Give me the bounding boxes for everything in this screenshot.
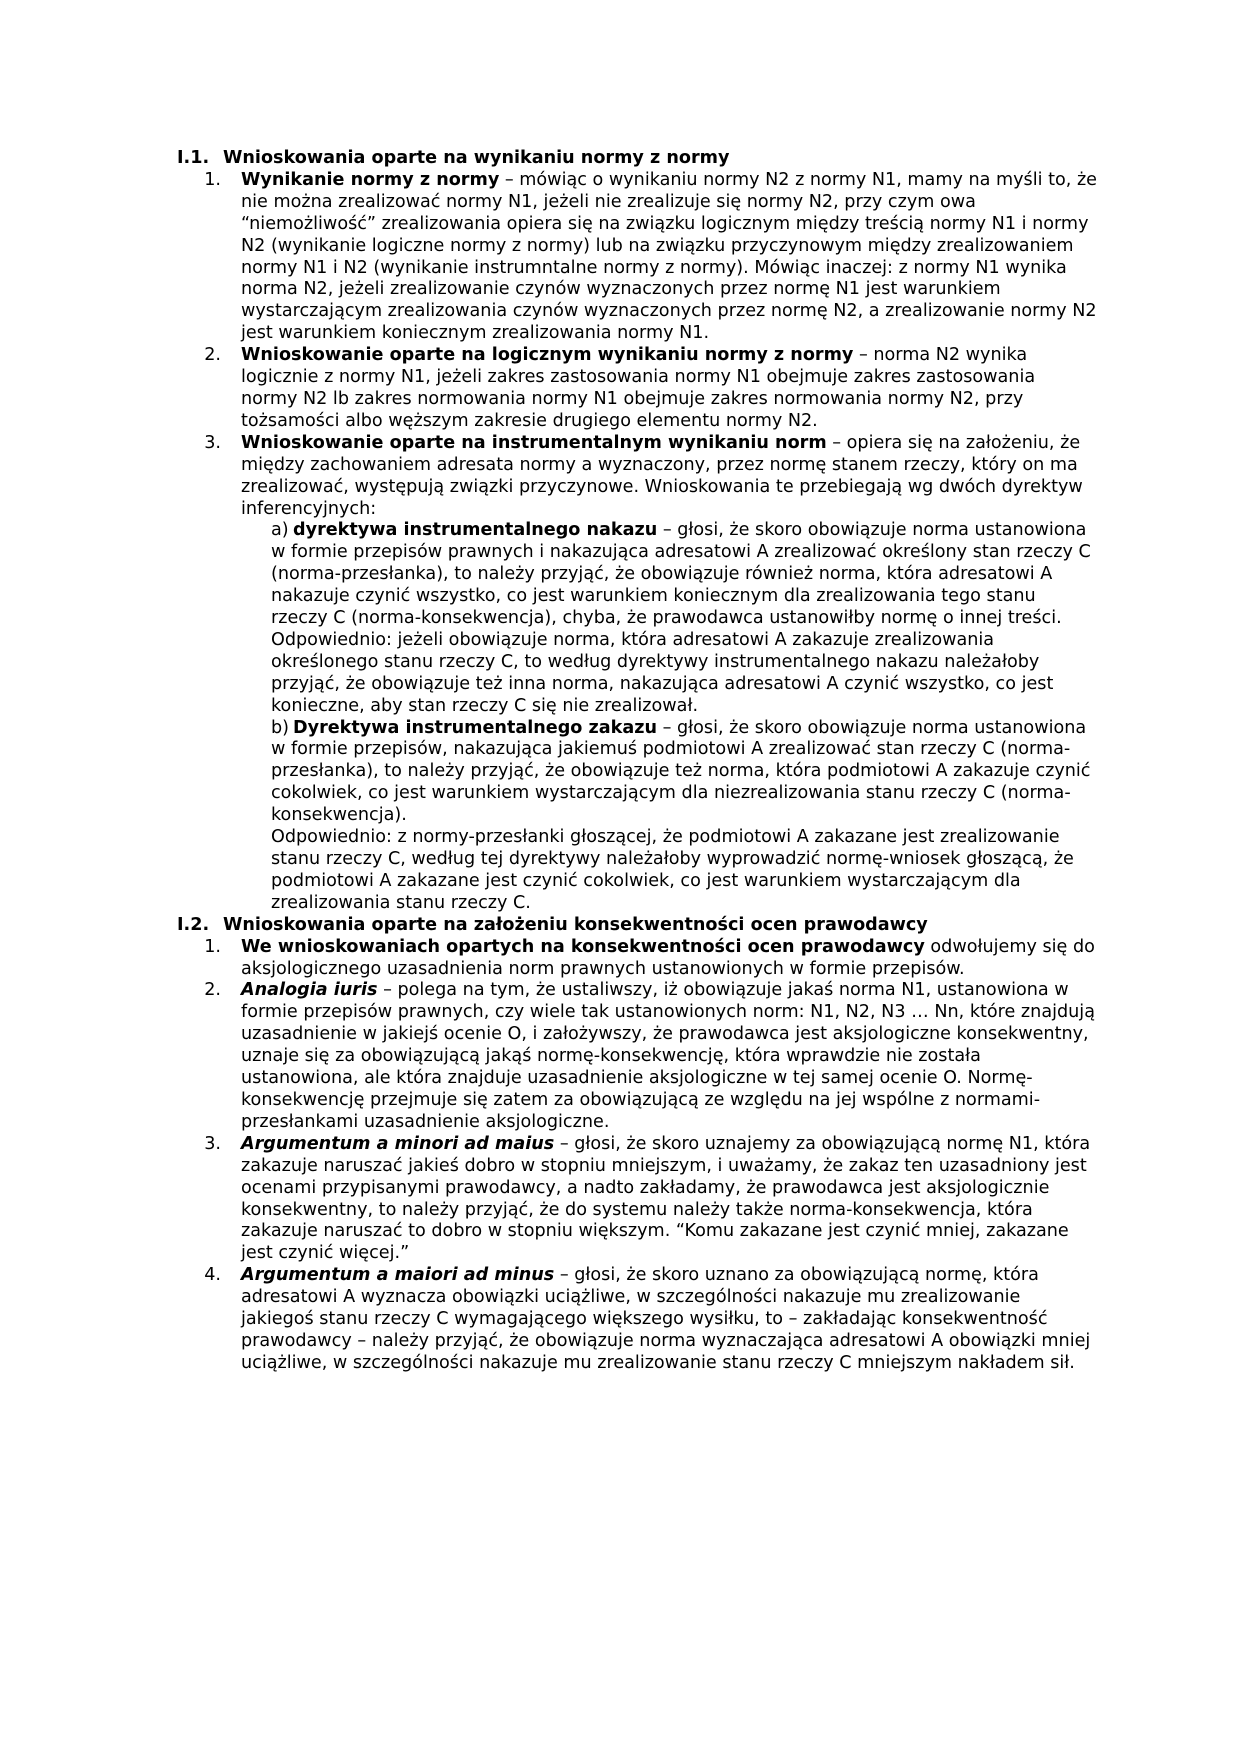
item-number: 4. — [204, 1265, 221, 1286]
item-term: Argumentum a minori ad maius — [241, 1133, 555, 1154]
sub-item-letter: a) — [271, 520, 289, 541]
item-term: Wnioskowanie oparte na instrumentalnym wynikaniu norm — [241, 432, 827, 453]
sub-item-text: – głosi, że skoro obowiązuje norma ustanowiona w formie przepisów prawnych i nakazująca adresatowi A zrealizować określony stan rzeczy C (norma-przesłanka), to należy przyjąć, że obowiązuje również norma, która adresatowi A nakazuje czynić wszystko, co jest warunkiem koniecznym dla zrealizowania tego stanu rzeczy C (norma-konsekwencja), chyba, że prawodawca ustanowiłby normę o innej treści. — [271, 520, 1091, 629]
item-text: – mówiąc o wynikaniu normy N2 z normy N1, mamy na myśli to, że nie można zrealizować normy N1, jeżeli nie zrealizuje się normy N2, przy czym owa “niemożliwość” zrealizowania opiera się na związku logicznym między treścią normy N1 i normy N2 (wynikanie logiczne normy z normy) lub na związku przyczynowym między zrealizowaniem normy N1 i N2 (wynikanie instrumntalne normy z normy). Mówiąc inaczej: z normy N1 wynika norma N2, jeżeli zrealizowanie czynów wyznaczonych przez normę N1 jest warunkiem wystarczającym zrealizowania czynów wyznaczonych przez normę N2, a zrealizowanie normy N2 jest warunkiem koniecznym zrealizowania normy N1. — [241, 169, 1098, 344]
sub-item — [271, 520, 1097, 630]
list-item — [177, 1265, 1097, 1375]
item-term: Argumentum a maiori ad minus — [241, 1265, 555, 1286]
item-number: 2. — [204, 980, 221, 1001]
item-term: Wnioskowanie oparte na logicznym wynikaniu normy z normy — [241, 345, 854, 366]
document-page — [177, 148, 1097, 1375]
item-term: Analogia iuris — [241, 980, 378, 1001]
sub-item-letter: b) — [271, 717, 290, 738]
item-text: – głosi, że skoro uznano za obowiązującą normę, która adresatowi A wyznacza obowiązki uciążliwe, w szczególności nakazuje mu zrealizowanie jakiegoś stanu rzeczy C wymagającego większego wysiłku, to – zakładając konsekwentność prawodawcy – należy przyjąć, że obowiązuje norma wyznaczająca adresatowi A obowiązki mniej uciążliwe, w szczególności nakazuje mu zrealizowanie stanu rzeczy C mniejszym nakładem sił. — [241, 1265, 1091, 1373]
item-number: 3. — [204, 432, 221, 453]
item-body — [241, 170, 1097, 345]
list-item — [177, 1134, 1097, 1265]
item-number: 3. — [204, 1133, 221, 1154]
list-item — [177, 937, 1097, 981]
numbered-list — [177, 937, 1097, 1375]
sub-item-term: Dyrektywa instrumentalnego zakazu — [293, 717, 657, 738]
sub-item — [271, 718, 1097, 828]
list-item — [177, 345, 1097, 433]
item-text: – opiera się na założeniu, że między zachowaniem adresata normy a wyznaczony, przez normę stanem rzeczy, który on ma zrealizować, występują związki przyczynowe. Wnioskowania te przebiegają wg dwóch dyrektyw inferencyjnych: — [241, 432, 1083, 519]
list-item — [177, 433, 1097, 915]
item-text: odwołujemy się do aksjologicznego uzasadnienia norm prawnych ustanowionych w formie przepisów. — [241, 936, 1095, 979]
numbered-list — [177, 170, 1097, 915]
list-item — [177, 170, 1097, 345]
sub-list — [271, 520, 1097, 914]
section-number: I.2. — [177, 914, 210, 935]
item-term: We wnioskowaniach opartych na konsekwentności ocen prawodawcy — [241, 936, 925, 957]
item-body — [241, 1134, 1097, 1265]
item-number: 1. — [204, 936, 221, 957]
sub-item-followup: Odpowiednio: z normy-przesłanki głoszącej, że podmiotowi A zakazane jest zrealizowanie stanu rzeczy C, według tej dyrektywy należałoby wyprowadzić normę-wniosek głoszącą, że podmiotowi A zakazane jest czynić cokolwiek, co jest warunkiem wystarczającym dla zrealizowania stanu rzeczy C. — [271, 827, 1074, 913]
section-heading — [177, 148, 1097, 170]
item-number: 2. — [204, 345, 221, 366]
item-text: – norma N2 wynika logicznie z normy N1, jeżeli zakres zastosowania normy N1 obejmuje zakres zastosowania normy N2 lb zakres normowania normy N1 obejmuje zakres normowania normy N2, przy tożsamości albo węższym zakresie drugiego elementu normy N2. — [241, 345, 1036, 431]
item-body — [241, 1265, 1097, 1375]
item-text: – głosi, że skoro uznajemy za obowiązującą normę N1, która zakazuje naruszać jakieś dobro w stopniu mniejszym, i uważamy, że zakaz ten uzasadniony jest ocenami przypisanymi prawodawcy, a nadto zakładamy, że prawodawca jest aksjologicznie konsekwentny, to należy przyjąć, że do systemu należy także norma-konsekwencja, która zakazuje naruszać to dobro w stopniu większym. “Komu zakazane jest czynić mniej, zakazane jest czynić więcej.” — [241, 1133, 1091, 1264]
list-item — [177, 980, 1097, 1133]
item-body — [241, 433, 1097, 915]
item-number: 1. — [204, 169, 221, 190]
sub-item-text: – głosi, że skoro obowiązuje norma ustanowiona w formie przepisów, nakazująca jakiemuś podmiotowi A zrealizować stan rzeczy C (norma-przesłanka), to należy przyjąć, że obowiązuje też norma, która podmiotowi A zakazuje czynić cokolwiek, co jest warunkiem wystarczającym dla niezrealizowania stanu rzeczy C (norma-konsekwencja). — [271, 717, 1091, 826]
sub-item-term: dyrektywa instrumentalnego nakazu — [293, 520, 658, 541]
item-term: Wynikanie normy z normy — [241, 169, 500, 190]
sub-item-followup: Odpowiednio: jeżeli obowiązuje norma, która adresatowi A zakazuje zrealizowania określonego stanu rzeczy C, to według dyrektywy instrumentalnego nakazu należałoby przyjąć, że obowiązuje też inna norma, nakazująca adresatowi A czynić wszystko, co jest konieczne, aby stan rzeczy C się nie zrealizował. — [271, 629, 1054, 716]
section-number: I.1. — [177, 148, 210, 168]
section-heading — [177, 915, 1097, 937]
item-body — [241, 980, 1097, 1133]
item-text: – polega na tym, że ustaliwszy, iż obowiązuje jakaś norma N1, ustanowiona w formie przepisów prawnych, czy wiele tak ustanowionych norm: N1, N2, N3 … Nn, które znajdują uzasadnienie w jakiejś ocenie O, i założywszy, że prawodawca jest aksjologiczne konsekwentny, uznaje się za obowiązującą jakąś normę-konsekwencję, która wprawdzie nie została ustanowiona, ale która znajduje uzasadnienie aksjologiczne w tej samej ocenie O. Normę-konsekwencję przejmuje się zatem za obowiązującą ze względu na jej wspólne z normami-przesłankami uzasadnienie aksjologiczne. — [241, 980, 1095, 1132]
section-title: Wnioskowania oparte na wynikaniu normy z normy — [223, 148, 730, 168]
section-title: Wnioskowania oparte na założeniu konsekwentności ocen prawodawcy — [223, 914, 928, 935]
item-body — [241, 937, 1097, 981]
item-body — [241, 345, 1097, 433]
